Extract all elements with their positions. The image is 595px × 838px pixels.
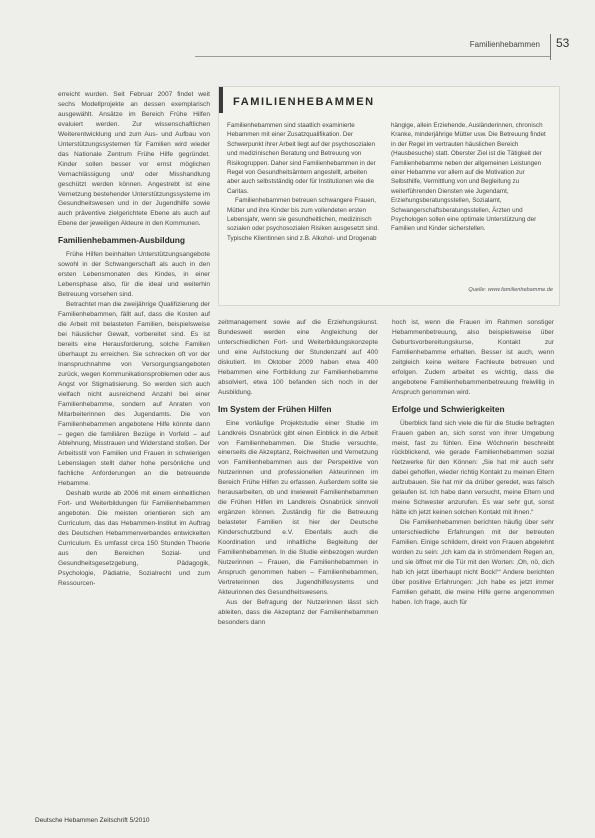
page-number: 53	[556, 36, 570, 50]
paragraph: zeitmanagement sowie auf die Erziehungskunst. Bundesweit werden eine Angleichung der unterschiedlichen Fort- und Weiterbildungskonzepte und eine Aufstockung der Stundenzahl auf 400 diskutiert. Im Oktober 2009 haben etwa 400 Hebammen eine Fortbildung zur Familienhebamme absolviert, etwa 100 befanden sich noch in der Ausbildung.	[218, 319, 378, 396]
column-2	[218, 318, 378, 628]
column-1	[58, 90, 210, 589]
header-divider	[550, 34, 551, 60]
section-heading: Erfolge und Schwierigkeiten	[392, 403, 505, 414]
info-box	[218, 86, 560, 306]
footer: Deutsche Hebammen Zeitschrift 5/2010	[35, 817, 150, 824]
box-source: Quelle: www.familienhebamme.de	[468, 287, 553, 293]
paragraph: Eine vorläufige Projektstudie einer Studie im Landkreis Osnabrück gibt einen Einblick in die Arbeit von Familienhebammen. Die Studie versuchte, einerseits die Akzeptanz, Reichweiten und Vernetzung von Familienhebammen aus der Perspektive von Nutzerinnen und professionellen Akteurinnen im Bereich Frühe Hilfen zu erfassen. Außerdem sollte sie herausarbeiten, ob und inwieweit Familienhebammen die Frühen Hilfen im Landkreis Osnabrück sinnvoll ergänzen können. Zuständig für die Betreuung belasteter Familien ist hier der Deutsche Kinderschutzbund e.V. Ebenfalls auch die Koordination und inhaltliche Begleitung der Familienhebammen. In die Studie einbezogen wurden Nutzerinnen – Frauen, die Familienhebammen in Anspruch genommen haben – Familienhebammen, Vertreterinnen des Jugendhilfesystems und Akteurinnen des Gesundheitswesens.	[218, 419, 378, 596]
box-title: FAMILIENHEBAMMEN	[233, 96, 375, 108]
column-3	[392, 318, 554, 608]
running-head: Familienhebammen	[469, 40, 540, 49]
paragraph: Aus der Befragung der Nutzerinnen lässt sich ableiten, dass die Akzeptanz der Familienhebammen besonders dann	[218, 598, 378, 626]
section-heading: Familienhebammen-Ausbildung	[58, 235, 186, 246]
paragraph: hoch ist, wenn die Frauen im Rahmen sonstiger Hebammenbetreuung, also beispielsweise über Geburtsvorbereitungskurse, Kontakt zur Familienhebamme erhalten. Besser ist auch, wenn zeitgleich keine weitere Fachleute betreuen und erfolgen. Zudem arbeitet es wichtig, dass die angebotene Familienhebammenbetreuung freiwillig in Anspruch genommen wird.	[392, 319, 554, 396]
section-heading: Im System der Frühen Hilfen	[218, 403, 332, 414]
paragraph: Überblick fand sich viele die für die Studie befragten Frauen gaben an, sich sonst von ihrer Umgebung meist, fast zu fühlen. Eine Wöchnerin beschreibt rückblickend, wie gerade Familienhebammen sozial Netzwerke für den Können: „Sie hat mir auch sehr dabei geholfen, wieder richtig Kontakt zu meinen Eltern aufzubauen. Sie hat mir da drüber geredet, was falsch gelaufen ist. Ich habe dann versucht, meine Eltern und meine Schwester anzurufen. Es war sehr gut, sonst hätte ich jetzt keinen solchen Kontakt mit ihnen.“	[392, 419, 554, 517]
box-column-1	[227, 121, 379, 243]
box-paragraph: Familienhebammen betreuen schwangere Frauen, Mütter und ihre Kinder bis zum vollendeten ersten Lebensjahr, wenn sie gesundheitlichen, medizinisch sozialen oder psychosozialen Risiken ausgesetzt sind. Typische Klientinnen sind z.B. Alkohol- und Drogenab	[227, 197, 379, 242]
box-accent-bar	[219, 87, 223, 113]
paragraph: Frühe Hilfen beinhalten Unterstützungsangebote sowohl in der Schwangerschaft als auch in den ersten Lebensmonaten des Kindes, in einer Lebensphase also, für die ideal und weiterhin Betreuung vorsehen sind.	[58, 251, 210, 299]
paragraph: Die Familienhebammen berichten häufig über sehr unterschiedliche Erfahrungen mit der betreuten Familien. Einige schildern, direkt von Frauen abgelehnt worden zu sein: „Ich kam da in strömendem Regen an, und sie öffnet mir die Tür mit den Worten: ‚Oh, nö, dich hab ich jetzt überhaupt nicht Bock!‘“ Andere berichten über positive Erfahrungen: „Ich habe es jetzt immer Familien gehabt, die meine Hilfe gerne angenommen haben. Ich frage, auch für	[392, 519, 554, 606]
header-rule	[195, 56, 550, 57]
box-paragraph: Familienhebammen sind staatlich examinierte Hebammen mit einer Zusatzqualifikation. Der Schwerpunkt ihrer Arbeit liegt auf der psychosozialen und medizinischen Beratung und Betreuung von Risikogruppen. Daher sind Familienhebammen in der Regel von Gesundheitsämtern angestellt, arbeiten aber auch selbstständig oder für Institutionen wie die Caritas.	[227, 122, 376, 195]
box-column-2	[391, 121, 551, 234]
paragraph: Betrachtet man die zweijährige Qualifizierung der Familienhebammen, fällt auf, dass die Kosten auf die Arbeit mit belasteten Familien, beispielsweise bei häuslicher Gewalt, vorbereitet sind. Es ist bereits eine Herausforderung, solche Familien überhaupt zu erreichen. Sie schrecken oft vor der Inanspruchnahme von Versorgungsangeboten zurück, wegen Kommunikationsproblemen oder aus Angst vor Stigmatisierung. So werden sich auch vielfach nicht ausreichend Anzahl bei einer Familienhebamme, sondern auf Anraten von Mitarbeiterinnen des Jugendamts. Die von Familienhebammen angebotene Hilfe könnte dann – gegen die familiären Bezüge in Vorfeld – auf Ablehnung, Misstrauen und Widerstand stoßen. Der Arbeitsstil von Familien und Frauen in schwierigen Lebenslagen stellt daher hohe persönliche und fachliche Anforderungen an die betreuende Hebamme.	[58, 301, 210, 488]
box-paragraph: hängige, allein Erziehende, Ausländerinnen, chronisch Kranke, minderjährige Mütter usw. Die Betreuung findet in der Regel im vertrauten häuslichen Bereich (Hausbesuche) statt. Oberster Ziel ist die Tätigkeit der Familienhebamme neben der allgemeinen Leistungen einer Hebamme vor allem auf die Motivation zur Selbsthilfe, Vermittlung von und Begleitung zu weiterführenden Diensten wie Jugendamt, Erziehungsberatungsstellen, Sozialamt, Schwangerschaftsberatungsstellen, Ärzten und Psychologen sollen eine optimale Unterstützung der Familien und Kinder sicherstellen.	[391, 122, 546, 233]
paragraph: erreicht wurden. Seit Februar 2007 findet weit sechs Modellprojekte an dessen exemplarisch ausgewählt. Ansätze im Bereich Frühe Hilfen evaluiert werden. Zur wissenschaftlichen Weiterentwicklung und zum Aus- und Aufbau von Unterstützungssystemen für Familien wird wieder das Nationale Zentrum Frühe Hilfe gegründet. Kinder sollen besser vor ernst möglichen Vernachlässigung und/ oder Misshandlung geschützt werden können. Angestrebt ist eine Vernetzung bestehender Unterstützungssysteme im Gesundheitswesen und in der Jugendhilfe sowie auch präventive zielgerichtete Ebene als auch auf Ebene der jeweiligen Akteure in den Kommunen.	[58, 91, 210, 228]
paragraph: Deshalb wurde ab 2006 mit einem einheitlichen Fort- und Weiterbildungen für Familienhebammen angeboten. Die meisten orientieren sich am Curriculum, das das Hebammen-Institut im Auftrag des Deutschen Hebammenverbandes entwickelten Curriculum. Es umfasst circa 150 Stunden Theorie aus den Bereichen Sozial- und Gesundheitsgesetzgebung, Pädagogik, Psychologie, Pädiatrie, Sozialrecht und zum Ressourcen-	[58, 490, 210, 587]
